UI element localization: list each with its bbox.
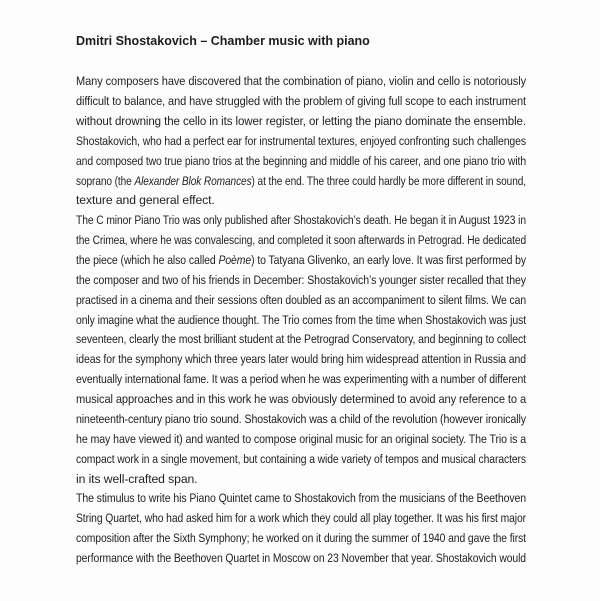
line-text: in its well-crafted span. (76, 471, 198, 486)
text-line (76, 472, 197, 486)
text-line (76, 531, 526, 545)
text-line (76, 253, 526, 267)
line-text: without drowning the cello in its lower register, or letting the piano dominate the ensemble. (76, 113, 526, 128)
text-line (76, 352, 526, 366)
line-text: Shostakovich, who had a perfect ear for instrumental textures, enjoyed confronting such challenges (76, 133, 527, 148)
text-line (76, 313, 526, 327)
line-text: only imagine what the audience thought. The Trio comes from the time when Shostakovich was just (76, 312, 527, 327)
text-line (76, 114, 526, 128)
line-text: ) to Tatyana Glivenko, an early love. It was first performed by (251, 252, 526, 267)
text-line (76, 154, 526, 168)
line-text: The C minor Piano Trio was only published after Shostakovich’s death. He began it in August 1923 in (76, 213, 526, 227)
text-line (76, 74, 526, 88)
line-text: String Quartet, who had asked him for a work which they could all play together. It was his first major (76, 510, 527, 525)
line-text: performance with the Beethoven Quartet in Moscow on 23 November that year. Shostakovich would (76, 550, 526, 565)
line-text: the composer and two of his friends in December: Shostakovich’s younger sister recalled that they (76, 272, 527, 287)
text-line (76, 412, 526, 426)
line-text: composition after the Sixth Symphony; he worked on it during the summer of 1940 and gave the first (76, 530, 526, 545)
page-title: Dmitri Shostakovich – Chamber music with piano (76, 34, 370, 48)
italic-title: Poème (218, 252, 252, 267)
line-text: The stimulus to write his Piano Quintet came to Shostakovich from the musicians of the Beethoven (76, 491, 527, 505)
line-text: and composed two true piano trios at the beginning and middle of his career, and one piano trio with (76, 153, 527, 168)
line-text: seventeen, clearly the most brilliant student at the Petrograd Conservatory, and beginning to collect (76, 332, 526, 347)
text-line (76, 174, 526, 188)
line-text: the piece (which he also called (76, 252, 219, 267)
text-line (76, 293, 526, 307)
text-line (76, 432, 526, 446)
italic-title: Alexander Blok Romances (134, 173, 252, 188)
text-line (76, 233, 526, 247)
text-line (76, 273, 526, 287)
text-line (76, 491, 526, 505)
line-text: texture and general effect. (76, 193, 215, 208)
line-text: ideas for the symphony which three years later would bring him widespread attention in Russia and (76, 352, 526, 367)
text-line (76, 193, 215, 207)
line-text: nineteenth-century piano trio sound. Shostakovich was a child of the revolution (however ironically (76, 412, 526, 426)
line-text: musical approaches and in this work he was obviously determined to avoid any reference to a (76, 392, 527, 407)
line-text: he may have viewed it) and wanted to compose original music for an original society. The Trio is a (76, 431, 527, 446)
line-text: eventually international fame. It was a period when he was experimenting with a number of different (76, 372, 526, 387)
text-line (76, 213, 526, 227)
text-line (76, 94, 526, 108)
text-line (76, 392, 526, 406)
line-text: soprano (the (76, 173, 135, 188)
line-text: practised in a cinema and their sessions often doubled as an accompaniment to silent films. We can (76, 292, 527, 307)
line-text: difficult to balance, and have struggled with the problem of giving full scope to each instrument (76, 93, 526, 108)
line-text: ) at the end. The three could hardly be more different in sound, (251, 173, 527, 188)
text-line (76, 332, 526, 346)
line-text: the Crimea, where he was convalescing, and completed it soon afterwards in Petrograd. He dedicated (76, 232, 527, 247)
text-line (76, 452, 526, 466)
text-line (76, 372, 526, 386)
text-line (76, 551, 526, 565)
text-line (76, 511, 526, 525)
text-line (76, 134, 526, 148)
line-text: Many composers have discovered that the combination of piano, violin and cello is notoriously (76, 74, 527, 88)
line-text: compact work in a single movement, but containing a wide variety of tempos and musical characters (76, 451, 526, 466)
